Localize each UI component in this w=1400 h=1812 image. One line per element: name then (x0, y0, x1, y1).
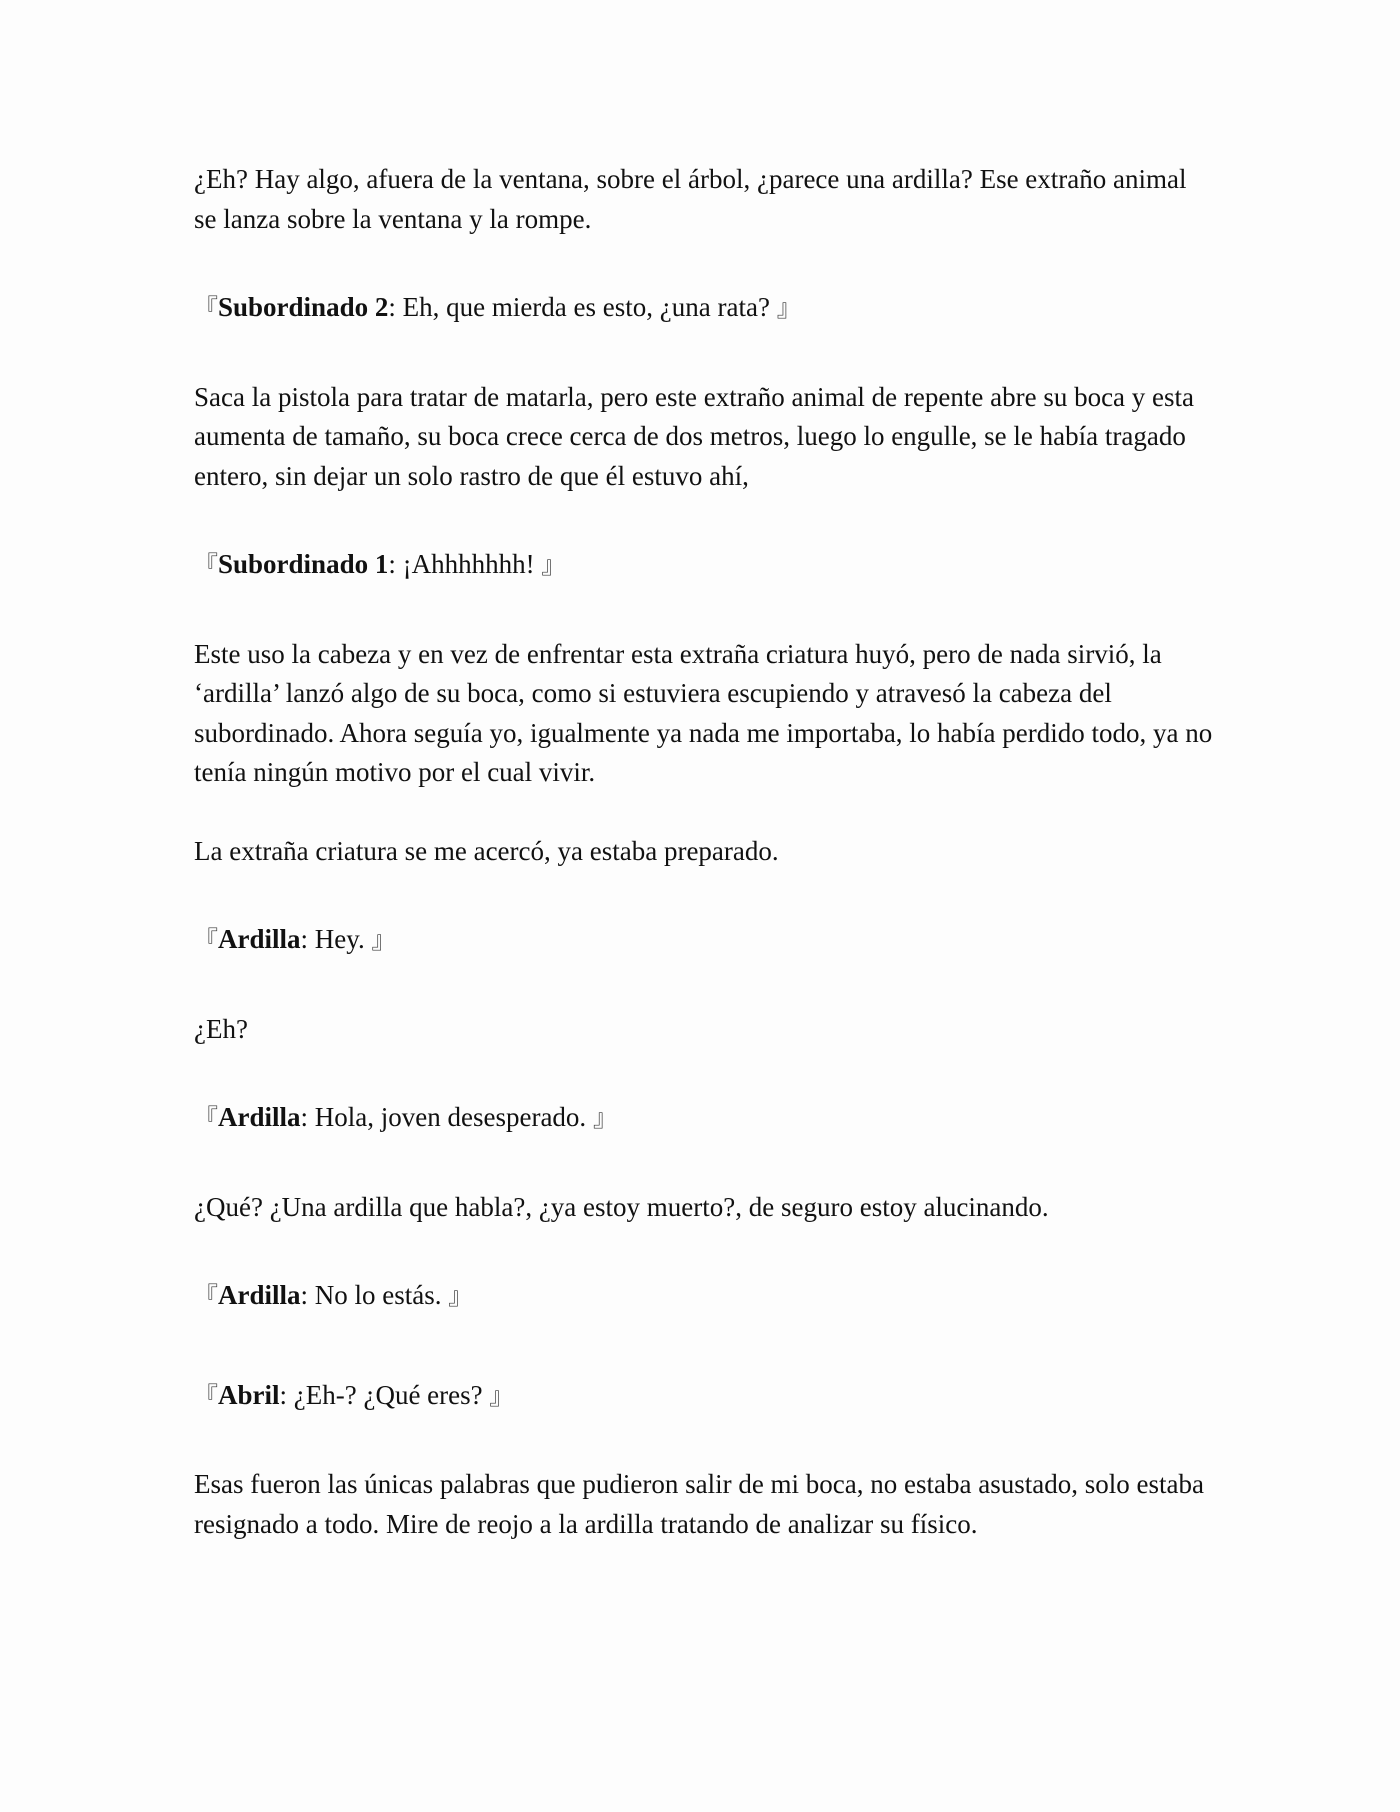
dialogue-line (194, 1276, 1214, 1317)
open-bracket: 『 (194, 1381, 218, 1410)
dialogue-text: : Hola, joven desesperado. (300, 1102, 593, 1132)
document-body (194, 160, 1214, 1544)
open-bracket: 『 (194, 1104, 218, 1132)
narration-paragraph: ¿Eh? (194, 1013, 248, 1044)
narration-paragraph: ¿Qué? ¿Una ardilla que habla?, ¿ya estoy muerto?, de seguro estoy alucinando. (194, 1191, 1049, 1222)
dialogue-text: : ¿Eh-? ¿Qué eres? (279, 1379, 490, 1410)
dialogue-line (194, 1376, 1214, 1417)
close-bracket: 』 (448, 1282, 473, 1310)
dialogue-line (194, 1098, 1214, 1139)
close-bracket: 』 (592, 1104, 617, 1132)
speaker-name: Subordinado 2 (218, 292, 389, 322)
dialogue-line (194, 920, 1214, 961)
close-bracket: 』 (776, 294, 801, 322)
dialogue-text: : ¡Ahhhhhhh! (388, 549, 542, 579)
speaker-name: Abril (218, 1379, 280, 1410)
dialogue-text: : No lo estás. (300, 1280, 449, 1310)
speaker-name: Ardilla (218, 924, 301, 954)
narration-paragraph: ¿Eh? Hay algo, afuera de la ventana, sobre el árbol, ¿parece una ardilla? Ese extraño animal se lanza sobre la ventana y la rompe. (194, 164, 1187, 234)
open-bracket: 『 (194, 551, 218, 579)
dialogue-line (194, 288, 1214, 329)
dialogue-text: : Eh, que mierda es esto, ¿una rata? (388, 292, 777, 322)
narration-paragraph: La extraña criatura se me acercó, ya estaba preparado. (194, 835, 779, 866)
open-bracket: 『 (194, 926, 218, 954)
open-bracket: 『 (194, 294, 218, 322)
open-bracket: 『 (194, 1282, 218, 1310)
speaker-name: Ardilla (218, 1102, 301, 1132)
narration-paragraph: Esas fueron las únicas palabras que pudieron salir de mi boca, no estaba asustado, solo estaba resignado a todo. Mire de reojo a la ardilla tratando de analizar su físico. (194, 1469, 1204, 1539)
close-bracket: 』 (489, 1381, 514, 1410)
dialogue-text: : Hey. (300, 924, 372, 954)
narration-paragraph: Este uso la cabeza y en vez de enfrentar esta extraña criatura huyó, pero de nada sirvió, la ‘ardilla’ lanzó algo de su boca, como si estuviera escupiendo y atravesó la cabeza del subordinado. Ahora seguía yo, igualmente ya nada me importaba, lo había perdido todo, ya no tenía ningún motivo por el cual vivir. (194, 638, 1213, 787)
dialogue-line (194, 545, 1214, 586)
speaker-name: Subordinado 1 (218, 549, 389, 579)
close-bracket: 』 (541, 551, 566, 579)
close-bracket: 』 (371, 926, 396, 954)
speaker-name: Ardilla (218, 1280, 301, 1310)
narration-paragraph: Saca la pistola para tratar de matarla, pero este extraño animal de repente abre su boca y esta aumenta de tamaño, su boca crece cerca de dos metros, luego lo engulle, se le había tragado entero, sin dejar un solo rastro de que él estuvo ahí, (194, 381, 1195, 491)
